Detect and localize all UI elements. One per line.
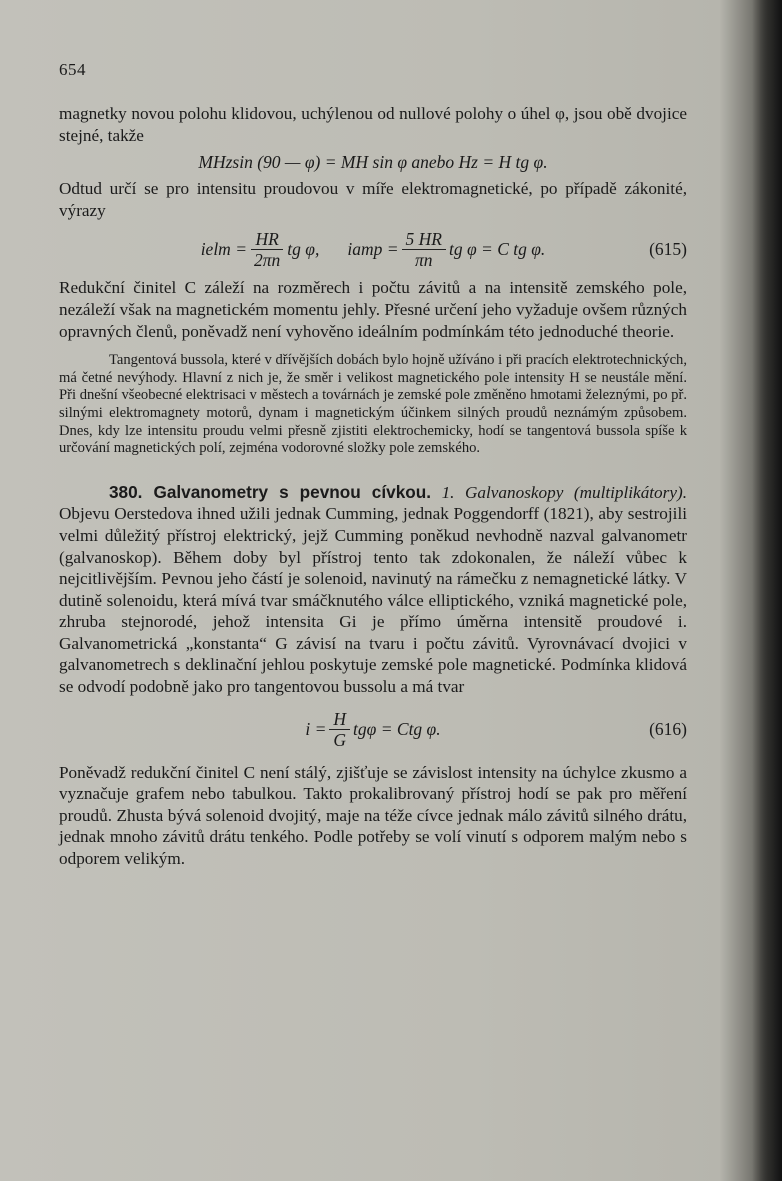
eq615-num2: 5 HR bbox=[402, 229, 446, 250]
eq615-lhs1: ielm = bbox=[200, 238, 248, 259]
equation-number-615: (615) bbox=[649, 238, 687, 259]
paragraph-2: Odtud určí se pro intensitu proudovou v míře elektromagnetické, po případě zákonité, výrazy bbox=[59, 179, 687, 220]
paragraph-1: magnetky novou polohu klidovou, uchýlenou od nullové polohy o úhel φ, jsou obě dvojice stejné, takže bbox=[59, 104, 687, 145]
section-380 bbox=[59, 482, 687, 698]
section-text: Objevu Oerstedova ihned užili jednak Cumming, jednak Poggendorff (1821), aby sestrojili velmi důležitý přístroj elektrický, jejž Cumming poněkud nevhodně nazval galvanometr (galvanoskop). Během doby byl přístroj tento tak zdokonalen, že náleží vůbec k nejcitlivějším. Pevnou jeho částí je solenoid, navinutý na rámečku z nemagnetické látky. V dutině solenoidu, která mívá tvar smáčknutého válce elliptického, vzniká magnetické pole, zhruba stejnorodé, jehož intensita Gi je přímo úměrna intensitě proudové i. Galvanometrická „konstanta“ G závisí na tvaru i počtu závitů. Vyrovnávací dvojici v galvanometrech s deklinační jehlou poskytuje zemské pole magnetické. Podmínka klidová se odvodí podobně jako pro tangentovou bussolu a má tvar bbox=[59, 504, 687, 697]
eq615-den2: πn bbox=[414, 249, 433, 270]
eq616-num: H bbox=[329, 709, 350, 730]
page-number: 654 bbox=[59, 60, 86, 79]
eq615-fraction-2 bbox=[402, 229, 446, 270]
eq616-den: G bbox=[333, 730, 347, 751]
section-subheading: 1. Galvanoskopy (multiplikátory). bbox=[441, 482, 687, 502]
paragraph-last: Poněvadž redukční činitel C není stálý, zjišťuje se závislost intensity na úchylce zkusmo a vyznačuje grafem nebo tabulkou. Takto prokalibrovaný přístroj hodí se pak pro měření proudů. Zhusta bývá solenoid dvojitý, maje na téže cívce jednak málo závitů silného drátu, jednak mnoho závitů drátu tenkého. Podle potřeby se volí vinutí s odporem malým nebo s odporem velikým. bbox=[59, 762, 687, 869]
eq615-lhs2: iamp = bbox=[347, 238, 399, 259]
eq615-tail1: tg φ, bbox=[287, 238, 320, 259]
page-edge-shadow bbox=[752, 0, 782, 1181]
paragraph-3: Redukční činitel C záleží na rozměrech i počtu závitů a na intensitě zemského pole, nezáleží však na magnetickém momentu jehly. Přesné určení jeho vyžaduje ovšem různých opravných členů, poněvadž není vyhověno ideálním podmínkám této jednoduché theorie. bbox=[59, 278, 687, 341]
equation-615 bbox=[59, 227, 687, 271]
paragraph-small-print: Tangentová bussola, které v dřívějších dobách bylo hojně užíváno i při pracích elektrotechnických, má četné nevýhody. Hlavní z nich je, že směr i velikost magnetického pole intensity H se neustále mění. Při dnešní všeobecné elektrisaci v městech a továrnách je zemské pole změněno hmotami železnými, po př. silnými elektromagnety motorů, dynam i magnetickým účinkem silných proudů neznámým způsobem. Dnes, kdy lze intensitu proudu velmi přesně zjistiti elektrochemicky, hodí se tangentová bussola spíše k určování magnetických polí, zejména vodorovné složky pole zemského. bbox=[59, 352, 687, 457]
eq615-fraction-1 bbox=[250, 229, 284, 270]
equation-616 bbox=[59, 706, 687, 754]
section-heading: 380. Galvanometry s pevnou cívkou. bbox=[109, 481, 432, 502]
equation-hz bbox=[59, 150, 687, 174]
eq615-tail2: tg φ = C tg φ. bbox=[448, 238, 546, 259]
equation-hz-text: MHzsin (90 — φ) = MH sin φ anebo Hz = H tg φ. bbox=[198, 151, 548, 172]
eq615-num1: HR bbox=[251, 229, 282, 250]
page-content bbox=[59, 60, 687, 870]
eq615-den1: 2πn bbox=[254, 249, 281, 270]
eq616-fraction bbox=[329, 709, 350, 750]
eq616-lhs: i = bbox=[305, 719, 327, 740]
eq616-tail: tgφ = Ctg φ. bbox=[353, 719, 441, 740]
equation-number-616: (616) bbox=[649, 719, 687, 740]
